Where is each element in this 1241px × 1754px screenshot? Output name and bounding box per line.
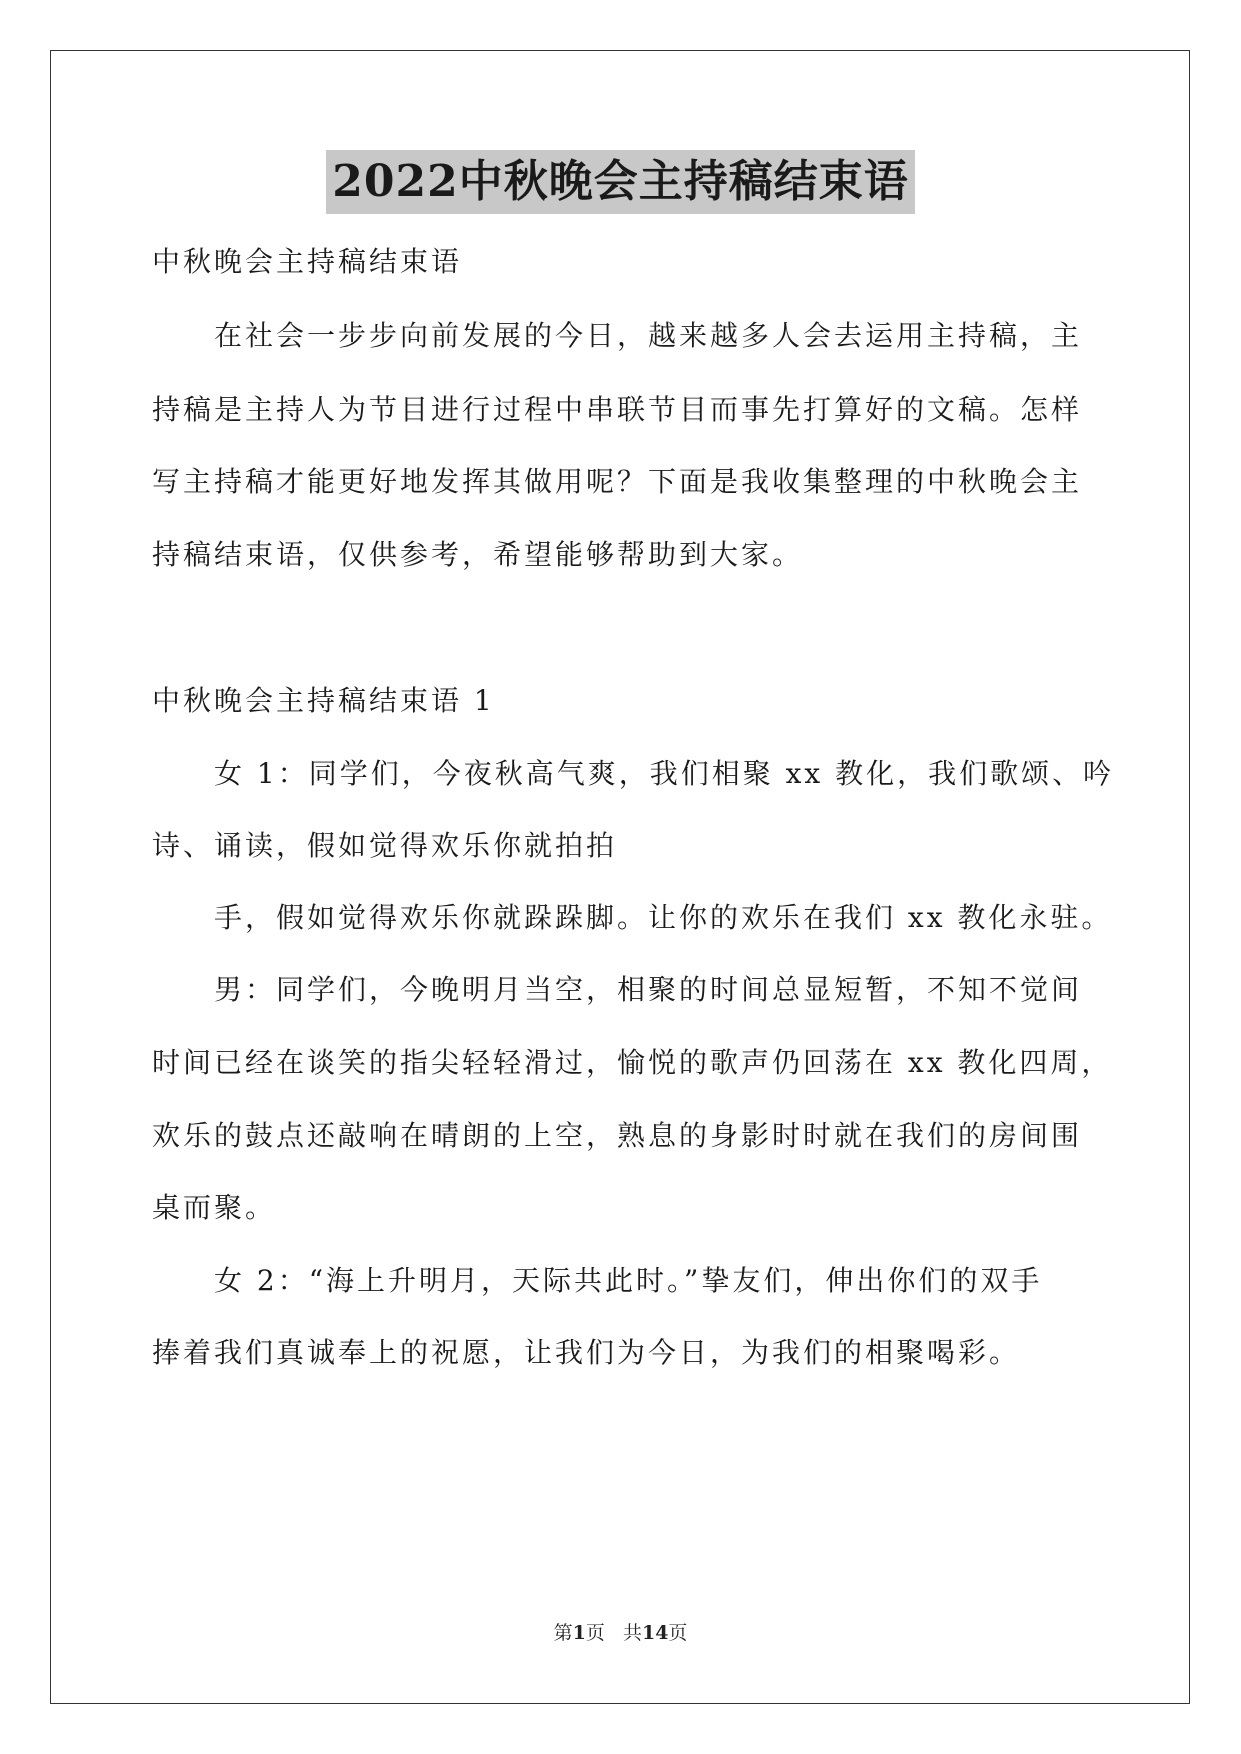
total-page-count: 14 [641, 1622, 669, 1644]
current-page-number: 1 [572, 1622, 586, 1644]
body-line: 持稿结束语，仅供参考，希望能够帮助到大家。 [152, 538, 804, 571]
page-border [50, 50, 1190, 1704]
body-line: 在社会一步步向前发展的今日，越来越多人会去运用主持稿，主 [214, 319, 1083, 352]
body-line: 女 1：同学们，今夜秋高气爽，我们相聚 xx 教化，我们歌颂、吟 [214, 757, 1115, 790]
body-line: 时间已经在谈笑的指尖轻轻滑过，愉悦的歌声仍回荡在 xx 教化四周， [152, 1046, 1113, 1079]
footer-prefix: 第 [553, 1622, 573, 1644]
body-line: 桌而聚。 [152, 1191, 277, 1224]
document-title: 2022中秋晚会主持稿结束语 [326, 150, 914, 214]
body-line: 男：同学们，今晚明月当空，相聚的时间总显短暂，不知不觉间 [214, 973, 1083, 1006]
body-line: 诗、诵读，假如觉得欢乐你就拍拍 [152, 829, 618, 862]
footer-total-prefix: 共 [622, 1622, 642, 1644]
body-line: 写主持稿才能更好地发挥其做用呢？下面是我收集整理的中秋晚会主 [152, 465, 1083, 498]
title-container [0, 150, 1241, 214]
section-heading: 中秋晚会主持稿结束语 1 [152, 684, 495, 717]
page-footer [0, 1618, 1241, 1645]
body-line: 欢乐的鼓点还敲响在晴朗的上空，熟息的身影时时就在我们的房间围 [152, 1119, 1083, 1152]
body-line: 手，假如觉得欢乐你就跺跺脚。让你的欢乐在我们 xx 教化永驻。 [214, 901, 1113, 934]
footer-total-suffix: 页 [668, 1622, 688, 1644]
body-line: 捧着我们真诚奉上的祝愿，让我们为今日，为我们的相聚喝彩。 [152, 1336, 1021, 1369]
body-line: 中秋晚会主持稿结束语 [152, 245, 463, 278]
body-line: 女 2：“海上升明月，天际共此时。”挚友们，伸出你们的双手 [214, 1264, 1043, 1297]
footer-page-suffix: 页 [585, 1622, 605, 1644]
body-line: 持稿是主持人为节目进行过程中串联节目而事先打算好的文稿。怎样 [152, 393, 1083, 426]
